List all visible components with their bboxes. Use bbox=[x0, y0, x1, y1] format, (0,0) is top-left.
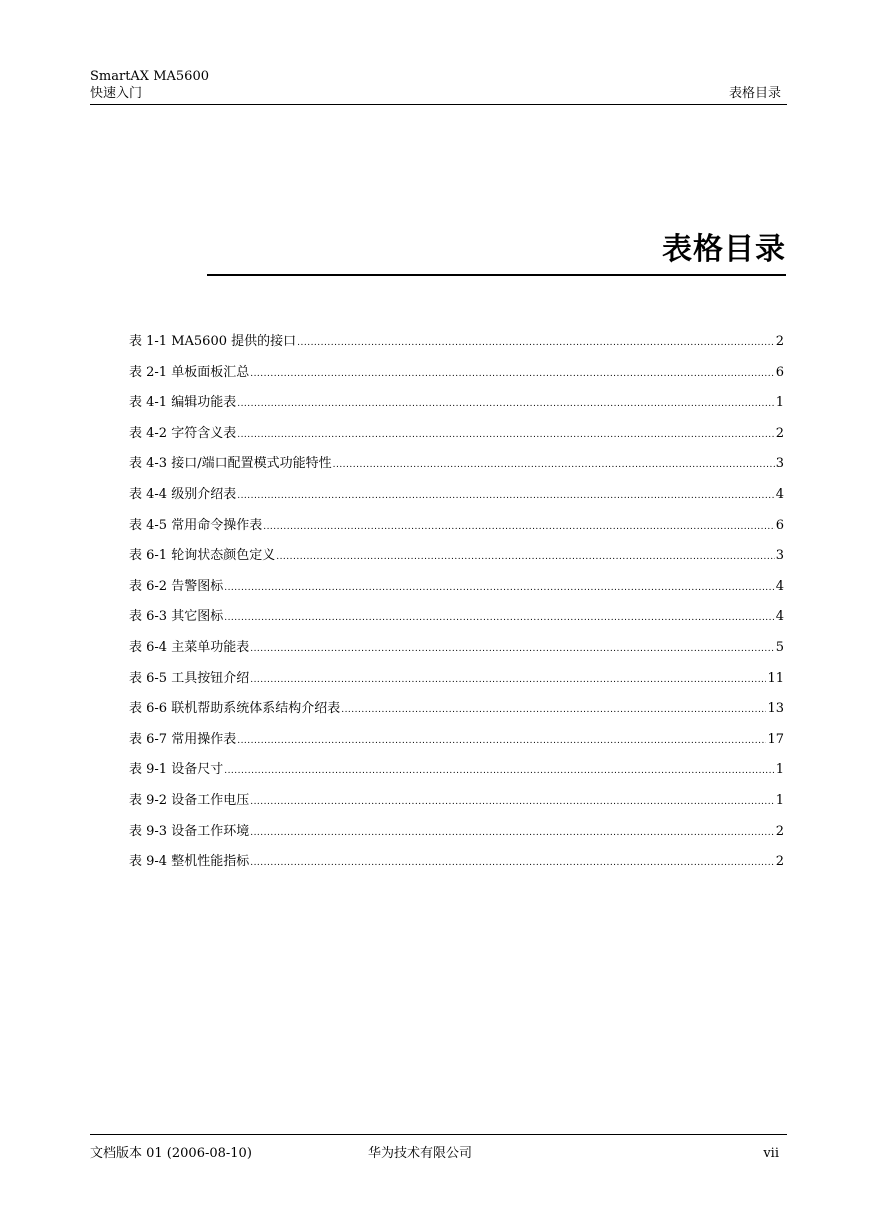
toc-entry[interactable] bbox=[129, 486, 784, 517]
toc-leader-dots bbox=[250, 855, 775, 872]
toc-entry-label[interactable]: 表 6-2 告警图标 bbox=[129, 578, 224, 594]
toc-entry[interactable] bbox=[129, 823, 784, 854]
toc-entry[interactable] bbox=[129, 425, 784, 456]
toc-entry-label[interactable]: 表 1-1 MA5600 提供的接口 bbox=[129, 334, 297, 349]
toc-leader-dots bbox=[250, 794, 775, 811]
toc-entry-label[interactable]: 表 4-4 级别介绍表 bbox=[129, 486, 237, 502]
toc-leader-dots bbox=[237, 488, 775, 505]
toc-entry[interactable] bbox=[129, 517, 784, 548]
toc-entry-page[interactable]: 2 bbox=[775, 425, 784, 441]
toc-entry-label[interactable]: 表 6-7 常用操作表 bbox=[129, 731, 237, 747]
toc-entry-label[interactable]: 表 4-3 接口/端口配置模式功能特性 bbox=[129, 456, 332, 472]
header-section: 表格目录 bbox=[728, 86, 781, 101]
toc-entry-page[interactable]: 1 bbox=[775, 395, 784, 411]
toc-entry[interactable] bbox=[129, 639, 784, 670]
toc-entry[interactable] bbox=[129, 578, 784, 609]
toc-entry-page[interactable]: 3 bbox=[775, 456, 784, 472]
header-product: SmartAX MA5600 bbox=[90, 69, 209, 84]
toc-leader-dots bbox=[237, 733, 766, 750]
toc-entry[interactable] bbox=[129, 700, 784, 731]
toc-entry-page[interactable]: 3 bbox=[775, 548, 784, 564]
toc-entry-page[interactable]: 4 bbox=[775, 578, 784, 594]
footer-company: 华为技术有限公司 bbox=[368, 1146, 473, 1161]
toc-leader-dots bbox=[224, 610, 775, 627]
toc-entry-label[interactable]: 表 9-4 整机性能指标 bbox=[129, 854, 250, 870]
toc-entry-page[interactable]: 2 bbox=[775, 854, 784, 870]
toc-entry[interactable] bbox=[129, 670, 784, 701]
toc-entry-page[interactable]: 2 bbox=[775, 823, 784, 839]
toc-leader-dots bbox=[250, 825, 775, 842]
toc-entry-label[interactable]: 表 9-2 设备工作电压 bbox=[129, 792, 250, 808]
toc-entry[interactable] bbox=[129, 364, 784, 395]
toc-entry-label[interactable]: 表 9-3 设备工作环境 bbox=[129, 823, 250, 839]
toc-entry-page[interactable]: 17 bbox=[767, 731, 784, 747]
toc-entry-label[interactable]: 表 4-1 编辑功能表 bbox=[129, 395, 237, 411]
toc-entry-page[interactable]: 2 bbox=[775, 334, 784, 349]
toc-leader-dots bbox=[250, 366, 775, 383]
toc-leader-dots bbox=[224, 763, 775, 780]
toc-entry-label[interactable]: 表 6-6 联机帮助系统体系结构介绍表 bbox=[129, 701, 341, 717]
toc-leader-dots bbox=[237, 396, 775, 413]
toc-entry[interactable] bbox=[129, 547, 784, 578]
title-block bbox=[207, 230, 786, 276]
toc-entry-label[interactable]: 表 4-5 常用命令操作表 bbox=[129, 517, 263, 533]
toc-entry-page[interactable]: 13 bbox=[767, 701, 784, 717]
toc-entry-label[interactable]: 表 9-1 设备尺寸 bbox=[129, 762, 224, 778]
page-header bbox=[90, 68, 787, 105]
toc-entry-label[interactable]: 表 6-1 轮询状态颜色定义 bbox=[129, 548, 276, 564]
footer-version: 文档版本 01 (2006-08-10) bbox=[90, 1146, 252, 1161]
toc-leader-dots bbox=[341, 702, 766, 719]
toc-entry-page[interactable]: 5 bbox=[775, 639, 784, 655]
toc-entry-label[interactable]: 表 6-4 主菜单功能表 bbox=[129, 639, 250, 655]
toc-leader-dots bbox=[237, 427, 775, 444]
toc-entry[interactable] bbox=[129, 455, 784, 486]
toc-leader-dots bbox=[263, 519, 775, 536]
toc-entry[interactable] bbox=[129, 731, 784, 762]
page-footer bbox=[90, 1134, 787, 1165]
page-title: 表格目录 bbox=[662, 232, 786, 267]
toc-entry-label[interactable]: 表 6-3 其它图标 bbox=[129, 609, 224, 625]
footer-page-number: vii bbox=[763, 1146, 779, 1161]
toc-entry-page[interactable]: 6 bbox=[775, 364, 784, 380]
toc-entry-page[interactable]: 11 bbox=[767, 670, 784, 686]
toc-entry[interactable] bbox=[129, 792, 784, 823]
toc-entry[interactable] bbox=[129, 333, 784, 364]
toc-entry-page[interactable]: 4 bbox=[775, 486, 784, 502]
toc-entry-label[interactable]: 表 2-1 单板面板汇总 bbox=[129, 364, 250, 380]
toc-entry-page[interactable]: 6 bbox=[775, 517, 784, 533]
toc-leader-dots bbox=[250, 672, 766, 689]
toc-entry[interactable] bbox=[129, 853, 784, 884]
toc-entry-label[interactable]: 表 6-5 工具按钮介绍 bbox=[129, 670, 250, 686]
header-guide: 快速入门 bbox=[90, 86, 143, 101]
toc-leader-dots bbox=[297, 335, 775, 352]
toc-entry-label[interactable]: 表 4-2 字符含义表 bbox=[129, 425, 237, 441]
toc-leader-dots bbox=[333, 457, 775, 474]
toc-entry-page[interactable]: 4 bbox=[775, 609, 784, 625]
toc-entry-page[interactable]: 1 bbox=[775, 762, 784, 778]
toc-entry[interactable] bbox=[129, 761, 784, 792]
toc-entry-page[interactable]: 1 bbox=[775, 792, 784, 808]
toc-entry[interactable] bbox=[129, 608, 784, 639]
table-of-tables bbox=[129, 333, 784, 884]
toc-leader-dots bbox=[224, 580, 775, 597]
toc-leader-dots bbox=[250, 641, 775, 658]
toc-leader-dots bbox=[276, 549, 775, 566]
toc-entry[interactable] bbox=[129, 394, 784, 425]
